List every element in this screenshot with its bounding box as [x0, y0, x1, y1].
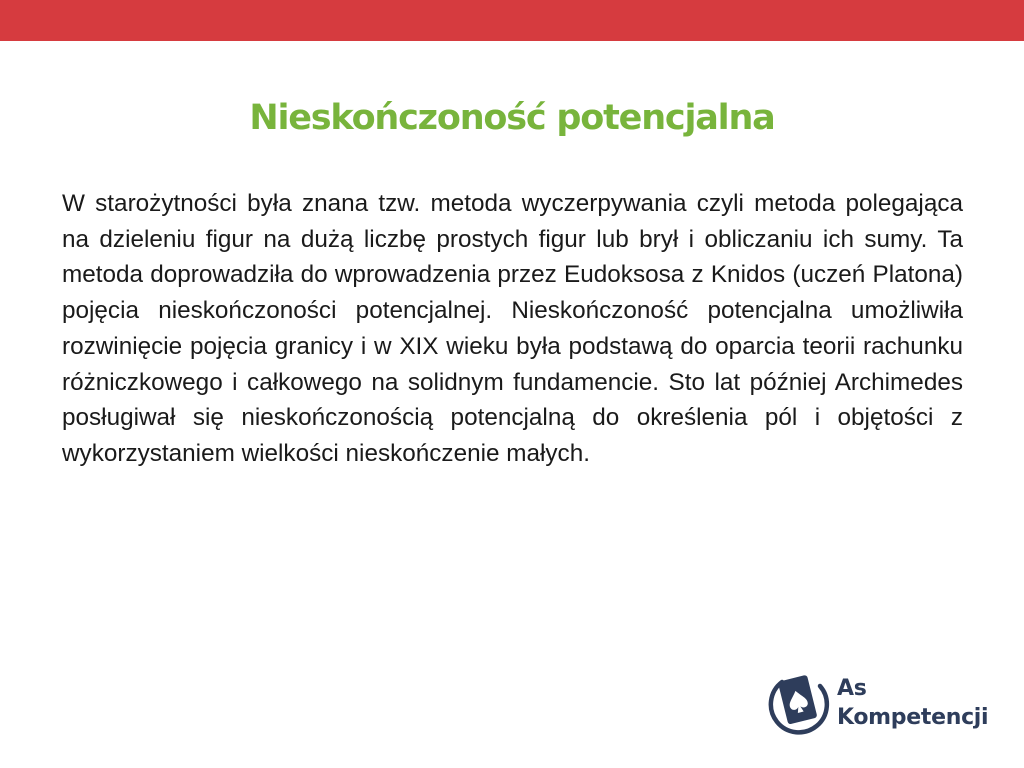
- top-accent-bar: [0, 0, 1024, 41]
- logo-wordmark: [837, 674, 988, 732]
- logo-line-2: Kompetencji: [837, 705, 989, 730]
- slide-body-text: W starożytności była znana tzw. metoda wyczerpywania czyli metoda polegająca na dzieleniu figur na dużą liczbę prostych figur lub brył i obliczaniu ich sumy. Ta metoda doprowadziła do wprowadzenia przez Eudoksosa z Knidos (uczeń Platona) pojęcia nieskończoności potencjalnej. Nieskończoność potencjalna umożliwiła rozwinięcie pojęcia granicy i w XIX wieku była podstawą do oparcia teorii rachunku różniczkowego i całkowego na solidnym fundamencie. Sto lat później Archimedes posługiwał się nieskończonością potencjalną do określenia pól i objętości z wykorzystaniem wielkości nieskończenie małych.: [62, 190, 963, 467]
- as-kompetencji-logo: [768, 668, 998, 748]
- spade-card-icon: [768, 672, 830, 742]
- slide-title: Nieskończoność potencjalna: [249, 98, 775, 138]
- logo-line-1: As: [837, 676, 867, 701]
